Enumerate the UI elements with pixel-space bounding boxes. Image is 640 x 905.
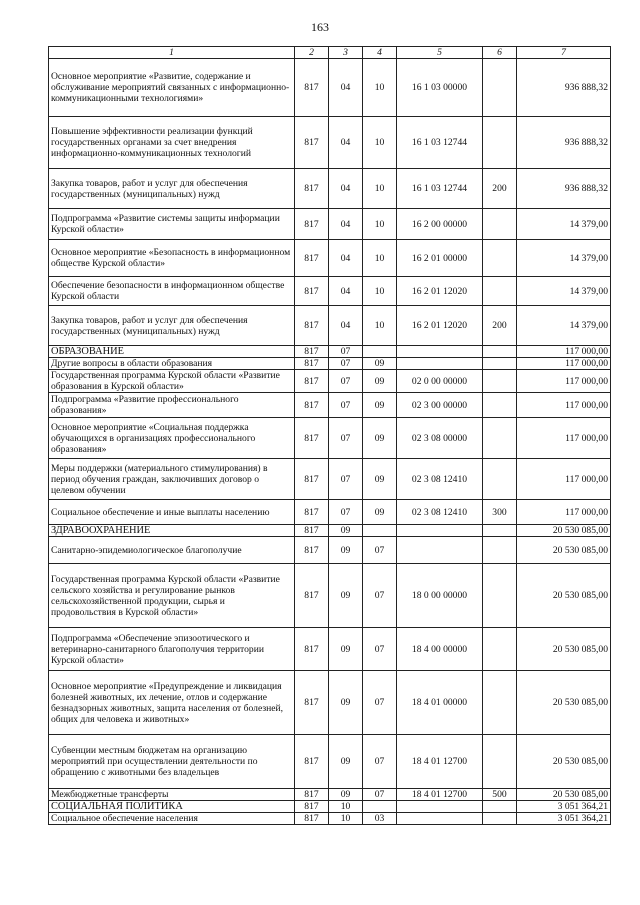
table-row — [49, 564, 611, 628]
target-article-cell: 16 2 00 00000 — [397, 209, 483, 240]
ministry-code-cell: 817 — [295, 418, 329, 459]
ministry-code-cell: 817 — [295, 671, 329, 735]
expense-type-cell: 300 — [483, 500, 517, 525]
subsection-code-cell: 07 — [363, 789, 397, 801]
target-article-cell: 02 3 00 00000 — [397, 393, 483, 418]
target-article-cell — [397, 813, 483, 825]
table-row — [49, 418, 611, 459]
target-article-cell: 02 3 08 00000 — [397, 418, 483, 459]
expense-type-cell — [483, 418, 517, 459]
expense-type-cell: 200 — [483, 306, 517, 346]
subsection-code-cell: 09 — [363, 393, 397, 418]
section-code-cell: 07 — [329, 358, 363, 370]
section-code-cell: 04 — [329, 59, 363, 117]
header-col-7: 7 — [517, 47, 611, 59]
section-code-cell: 10 — [329, 801, 363, 813]
subsection-code-cell: 10 — [363, 240, 397, 277]
subsection-code-cell: 07 — [363, 564, 397, 628]
table-row — [49, 813, 611, 825]
table-row — [49, 59, 611, 117]
item-name-cell: Меры поддержки (материального стимулирования) в период обучения граждан, заключивших договор о целевом обучении — [49, 459, 295, 500]
budget-table — [48, 46, 611, 825]
subsection-code-cell: 10 — [363, 59, 397, 117]
expense-type-cell — [483, 346, 517, 358]
target-article-cell — [397, 801, 483, 813]
amount-cell: 20 530 085,00 — [517, 789, 611, 801]
item-name-cell: Закупка товаров, работ и услуг для обеспечения государственных (муниципальных) нужд — [49, 306, 295, 346]
table-row — [49, 537, 611, 564]
section-code-cell: 07 — [329, 346, 363, 358]
target-article-cell: 18 4 01 12700 — [397, 735, 483, 789]
ministry-code-cell: 817 — [295, 393, 329, 418]
expense-type-cell — [483, 393, 517, 418]
amount-cell: 936 888,32 — [517, 169, 611, 209]
section-code-cell: 09 — [329, 735, 363, 789]
section-code-cell: 07 — [329, 393, 363, 418]
table-row — [49, 671, 611, 735]
section-code-cell: 04 — [329, 209, 363, 240]
ministry-code-cell: 817 — [295, 789, 329, 801]
ministry-code-cell: 817 — [295, 59, 329, 117]
item-name-cell: Санитарно-эпидемиологическое благополучие — [49, 537, 295, 564]
amount-cell: 117 000,00 — [517, 358, 611, 370]
subsection-code-cell: 07 — [363, 537, 397, 564]
table-row — [49, 370, 611, 393]
table-row — [49, 358, 611, 370]
target-article-cell: 18 4 00 00000 — [397, 628, 483, 671]
target-article-cell: 18 0 00 00000 — [397, 564, 483, 628]
subsection-code-cell: 09 — [363, 358, 397, 370]
target-article-cell: 16 1 03 00000 — [397, 59, 483, 117]
item-name-cell: Закупка товаров, работ и услуг для обеспечения государственных (муниципальных) нужд — [49, 169, 295, 209]
expense-type-cell — [483, 370, 517, 393]
header-col-6: 6 — [483, 47, 517, 59]
item-name-cell: Государственная программа Курской области «Развитие сельского хозяйства и регулирование рынков сельскохозяйственной продукции, сырья и продовольствия в Курской области» — [49, 564, 295, 628]
subsection-code-cell: 09 — [363, 459, 397, 500]
table-row — [49, 306, 611, 346]
ministry-code-cell: 817 — [295, 240, 329, 277]
expense-type-cell — [483, 628, 517, 671]
amount-cell: 20 530 085,00 — [517, 525, 611, 537]
ministry-code-cell: 817 — [295, 169, 329, 209]
item-name-cell: Межбюджетные трансферты — [49, 789, 295, 801]
section-code-cell: 10 — [329, 813, 363, 825]
table-row — [49, 169, 611, 209]
amount-cell: 20 530 085,00 — [517, 628, 611, 671]
amount-cell: 14 379,00 — [517, 240, 611, 277]
amount-cell: 20 530 085,00 — [517, 671, 611, 735]
section-code-cell: 09 — [329, 537, 363, 564]
amount-cell: 20 530 085,00 — [517, 735, 611, 789]
page-number: 163 — [311, 20, 329, 34]
target-article-cell: 18 4 01 00000 — [397, 671, 483, 735]
item-name-cell: Подпрограмма «Развитие профессионального образования» — [49, 393, 295, 418]
section-code-cell: 09 — [329, 789, 363, 801]
table-row — [49, 735, 611, 789]
ministry-code-cell: 817 — [295, 735, 329, 789]
subsection-code-cell — [363, 525, 397, 537]
amount-cell: 14 379,00 — [517, 209, 611, 240]
table-row — [49, 500, 611, 525]
target-article-cell: 18 4 01 12700 — [397, 789, 483, 801]
amount-cell: 117 000,00 — [517, 346, 611, 358]
subsection-code-cell: 09 — [363, 370, 397, 393]
target-article-cell: 02 0 00 00000 — [397, 370, 483, 393]
table-row — [49, 277, 611, 306]
target-article-cell: 16 2 01 00000 — [397, 240, 483, 277]
ministry-code-cell: 817 — [295, 564, 329, 628]
subsection-code-cell: 07 — [363, 735, 397, 789]
target-article-cell: 16 1 03 12744 — [397, 117, 483, 169]
ministry-code-cell: 817 — [295, 813, 329, 825]
amount-cell: 3 051 364,21 — [517, 801, 611, 813]
ministry-code-cell: 817 — [295, 801, 329, 813]
target-article-cell — [397, 525, 483, 537]
section-code-cell: 07 — [329, 370, 363, 393]
section-row — [49, 801, 611, 813]
item-name-cell: Государственная программа Курской области «Развитие образования в Курской области» — [49, 370, 295, 393]
item-name-cell: СОЦИАЛЬНАЯ ПОЛИТИКА — [49, 801, 295, 813]
header-col-2: 2 — [295, 47, 329, 59]
section-code-cell: 04 — [329, 277, 363, 306]
ministry-code-cell: 817 — [295, 346, 329, 358]
target-article-cell: 16 1 03 12744 — [397, 169, 483, 209]
subsection-code-cell — [363, 346, 397, 358]
subsection-code-cell: 10 — [363, 117, 397, 169]
expense-type-cell — [483, 240, 517, 277]
amount-cell: 117 000,00 — [517, 370, 611, 393]
amount-cell: 14 379,00 — [517, 277, 611, 306]
target-article-cell: 16 2 01 12020 — [397, 306, 483, 346]
expense-type-cell — [483, 59, 517, 117]
subsection-code-cell: 07 — [363, 671, 397, 735]
section-code-cell: 07 — [329, 500, 363, 525]
section-code-cell: 07 — [329, 418, 363, 459]
item-name-cell: Обеспечение безопасности в информационном обществе Курской области — [49, 277, 295, 306]
item-name-cell: Основное мероприятие «Безопасность в информационном обществе Курской области» — [49, 240, 295, 277]
expense-type-cell — [483, 537, 517, 564]
section-code-cell: 09 — [329, 628, 363, 671]
header-col-1: 1 — [49, 47, 295, 59]
ministry-code-cell: 817 — [295, 358, 329, 370]
amount-cell: 117 000,00 — [517, 393, 611, 418]
section-code-cell: 04 — [329, 306, 363, 346]
ministry-code-cell: 817 — [295, 500, 329, 525]
table-row — [49, 789, 611, 801]
table-row — [49, 628, 611, 671]
amount-cell: 20 530 085,00 — [517, 537, 611, 564]
item-name-cell: Социальное обеспечение населения — [49, 813, 295, 825]
expense-type-cell — [483, 277, 517, 306]
item-name-cell: ЗДРАВООХРАНЕНИЕ — [49, 525, 295, 537]
table-row — [49, 240, 611, 277]
expense-type-cell: 200 — [483, 169, 517, 209]
ministry-code-cell: 817 — [295, 277, 329, 306]
subsection-code-cell: 09 — [363, 418, 397, 459]
expense-type-cell — [483, 459, 517, 500]
header-col-3: 3 — [329, 47, 363, 59]
subsection-code-cell: 10 — [363, 306, 397, 346]
header-col-5: 5 — [397, 47, 483, 59]
amount-cell: 20 530 085,00 — [517, 564, 611, 628]
expense-type-cell — [483, 525, 517, 537]
table-header-row — [49, 47, 611, 59]
table-row — [49, 393, 611, 418]
table-body — [49, 59, 611, 825]
subsection-code-cell — [363, 801, 397, 813]
table-row — [49, 117, 611, 169]
expense-type-cell — [483, 735, 517, 789]
amount-cell: 117 000,00 — [517, 500, 611, 525]
table-row — [49, 459, 611, 500]
ministry-code-cell: 817 — [295, 370, 329, 393]
item-name-cell: Повышение эффективности реализации функций государственных органами за счет внедрения информационно-коммуникационных технологий — [49, 117, 295, 169]
expense-type-cell — [483, 117, 517, 169]
amount-cell: 117 000,00 — [517, 418, 611, 459]
subsection-code-cell: 03 — [363, 813, 397, 825]
section-row — [49, 346, 611, 358]
amount-cell: 117 000,00 — [517, 459, 611, 500]
section-row — [49, 525, 611, 537]
ministry-code-cell: 817 — [295, 628, 329, 671]
section-code-cell: 09 — [329, 671, 363, 735]
subsection-code-cell: 09 — [363, 500, 397, 525]
item-name-cell: Подпрограмма «Развитие системы защиты информации Курской области» — [49, 209, 295, 240]
expense-type-cell — [483, 209, 517, 240]
target-article-cell — [397, 346, 483, 358]
subsection-code-cell: 10 — [363, 169, 397, 209]
ministry-code-cell: 817 — [295, 209, 329, 240]
section-code-cell: 04 — [329, 117, 363, 169]
ministry-code-cell: 817 — [295, 537, 329, 564]
table-row — [49, 209, 611, 240]
item-name-cell: Социальное обеспечение и иные выплаты населению — [49, 500, 295, 525]
ministry-code-cell: 817 — [295, 306, 329, 346]
item-name-cell: Субвенции местным бюджетам на организацию мероприятий при осуществлении деятельности по обращению с животными без владельцев — [49, 735, 295, 789]
amount-cell: 3 051 364,21 — [517, 813, 611, 825]
expense-type-cell — [483, 564, 517, 628]
subsection-code-cell: 10 — [363, 209, 397, 240]
target-article-cell — [397, 358, 483, 370]
ministry-code-cell: 817 — [295, 525, 329, 537]
subsection-code-cell: 07 — [363, 628, 397, 671]
header-col-4: 4 — [363, 47, 397, 59]
item-name-cell: Основное мероприятие «Социальная поддержка обучающихся в организациях профессионального образования» — [49, 418, 295, 459]
amount-cell: 936 888,32 — [517, 117, 611, 169]
expense-type-cell — [483, 801, 517, 813]
item-name-cell: Подпрограмма «Обеспечение эпизоотического и ветеринарно-санитарного благополучия территории Курской области» — [49, 628, 295, 671]
expense-type-cell: 500 — [483, 789, 517, 801]
ministry-code-cell: 817 — [295, 459, 329, 500]
item-name-cell: Основное мероприятие «Развитие, содержание и обслуживание мероприятий связанных с информационно-коммуникационными технологиями» — [49, 59, 295, 117]
amount-cell: 14 379,00 — [517, 306, 611, 346]
target-article-cell: 02 3 08 12410 — [397, 459, 483, 500]
item-name-cell: Основное мероприятие «Предупреждение и ликвидация болезней животных, их лечение, отлов и содержание безнадзорных животных, защита населения от болезней, общих для человека и животных» — [49, 671, 295, 735]
item-name-cell: Другие вопросы в области образования — [49, 358, 295, 370]
ministry-code-cell: 817 — [295, 117, 329, 169]
item-name-cell: ОБРАЗОВАНИЕ — [49, 346, 295, 358]
expense-type-cell — [483, 813, 517, 825]
expense-type-cell — [483, 358, 517, 370]
section-code-cell: 04 — [329, 240, 363, 277]
section-code-cell: 09 — [329, 564, 363, 628]
section-code-cell: 07 — [329, 459, 363, 500]
section-code-cell: 04 — [329, 169, 363, 209]
subsection-code-cell: 10 — [363, 277, 397, 306]
expense-type-cell — [483, 671, 517, 735]
amount-cell: 936 888,32 — [517, 59, 611, 117]
target-article-cell — [397, 537, 483, 564]
section-code-cell: 09 — [329, 525, 363, 537]
target-article-cell: 02 3 08 12410 — [397, 500, 483, 525]
target-article-cell: 16 2 01 12020 — [397, 277, 483, 306]
